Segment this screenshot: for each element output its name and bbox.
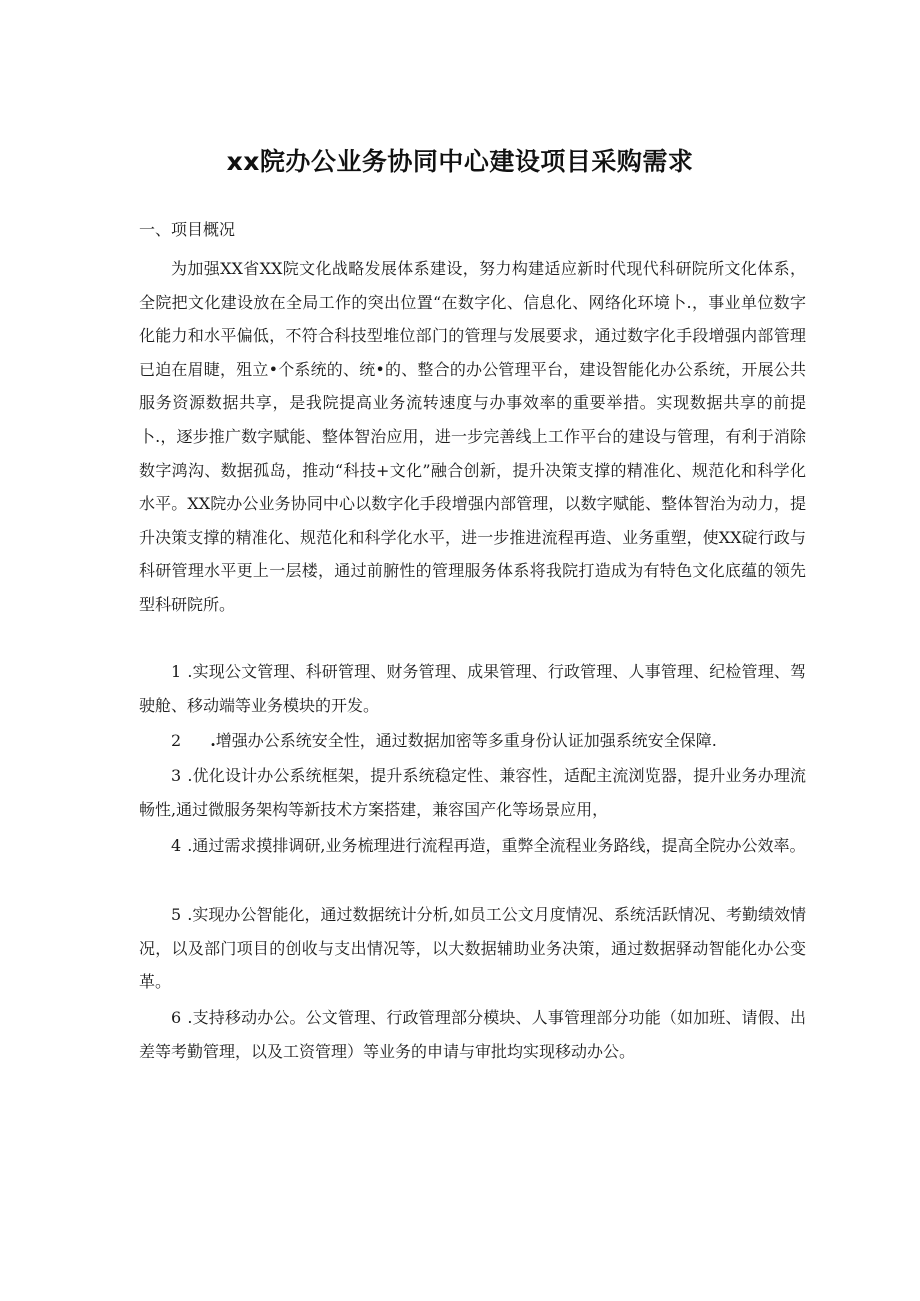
- section-heading: 一、项目概况: [139, 220, 236, 239]
- item-text: 实现公文管理、科研管理、财务管理、成果管理、行政管理、人事管理、纪检管理、驾驶舱、移动端等业务模块的开发。: [139, 662, 806, 715]
- list-item: [139, 1001, 806, 1068]
- item-separator: .: [187, 766, 193, 785]
- list-item: [139, 829, 806, 863]
- item-number: 4: [171, 836, 183, 855]
- item-text: 通过需求摸排调研,业务梳理进行流程再造，重弊全流程业务路线，提高全院办公效率。: [192, 836, 806, 855]
- item-number: 3: [171, 766, 183, 785]
- item-separator: .: [187, 905, 193, 924]
- document-title: xx院办公业务协同中心建设项目采购需求: [226, 147, 694, 176]
- item-number: 2: [171, 731, 183, 750]
- item-number: 1: [171, 662, 183, 681]
- intro-paragraph: 为加强XX省XX院文化战略发展体系建设，努力构建适应新时代现代科研院所文化体系，全院把文化建设放在全局工作的突出位置“在数字化、信息化、网络化环境卜.，事业单位数字化能力和水平偏低，不符合科技型堆位部门的管理与发展要求，通过数字化手段增强内部管理已迫在眉睫，殂立•个系统的、统•的、整合的办公管理平台，建设智能化办公系统，开展公共服务资源数据共享，是我院提高业务流转速度与办事效率的重要举措。实现数据共享的前提卜.，逐步推广数字赋能、整体智治应用，进一步完善线上工作平台的建设与管理，有利于消除数字鸿沟、数据孤岛，推动“科技+文化”融合创新，提升决策支撑的精准化、规范化和科学化水平。XX院办公业务协同中心以数字化手段增强内部管理，以数字赋能、整体智治为动力，提升决策支撑的精准化、规范化和科学化水平，进一步推进流程再造、业务重塑，使XX碇行政与科研管理水平更上一层楼，通过前腑性的管理服务体系将我院打造成为有特色文化底蕴的领先型科研院所。: [139, 259, 806, 614]
- item-number: 5: [171, 905, 183, 924]
- item-text: 增强办公系统安全性，通过数据加密等多重身份认证加强系统安全保障.: [215, 731, 717, 750]
- item-text: 优化设计办公系统框架，提升系统稳定性、兼容性，适配主流浏览器，提升业务办理流畅性,通过微服务架构等新技术方案搭建，兼容国产化等场景应用，: [139, 766, 806, 819]
- item-text: 支持移动办公。公文管理、行政管理部分模块、人事管理部分功能（如加班、请假、出差等考勤管理，以及工资管理）等业务的申请与审批均实现移动办公。: [139, 1008, 806, 1061]
- item-separator: .: [187, 836, 193, 855]
- item-number: 6: [171, 1008, 183, 1027]
- item-separator: .: [187, 1008, 193, 1027]
- list-item: [139, 759, 806, 826]
- list-item: [139, 655, 806, 722]
- list-item: [139, 724, 806, 758]
- list-item: [139, 898, 806, 999]
- item-text: 实现办公智能化，通过数据统计分析,如员工公文月度情况、系统活跃情况、考勤绩效情况，以及部门项目的创收与支出情况等，以大数据辅助业务决策，通过数据驿动智能化办公变革。: [139, 905, 806, 992]
- item-separator: .: [210, 731, 216, 750]
- item-separator: .: [187, 662, 193, 681]
